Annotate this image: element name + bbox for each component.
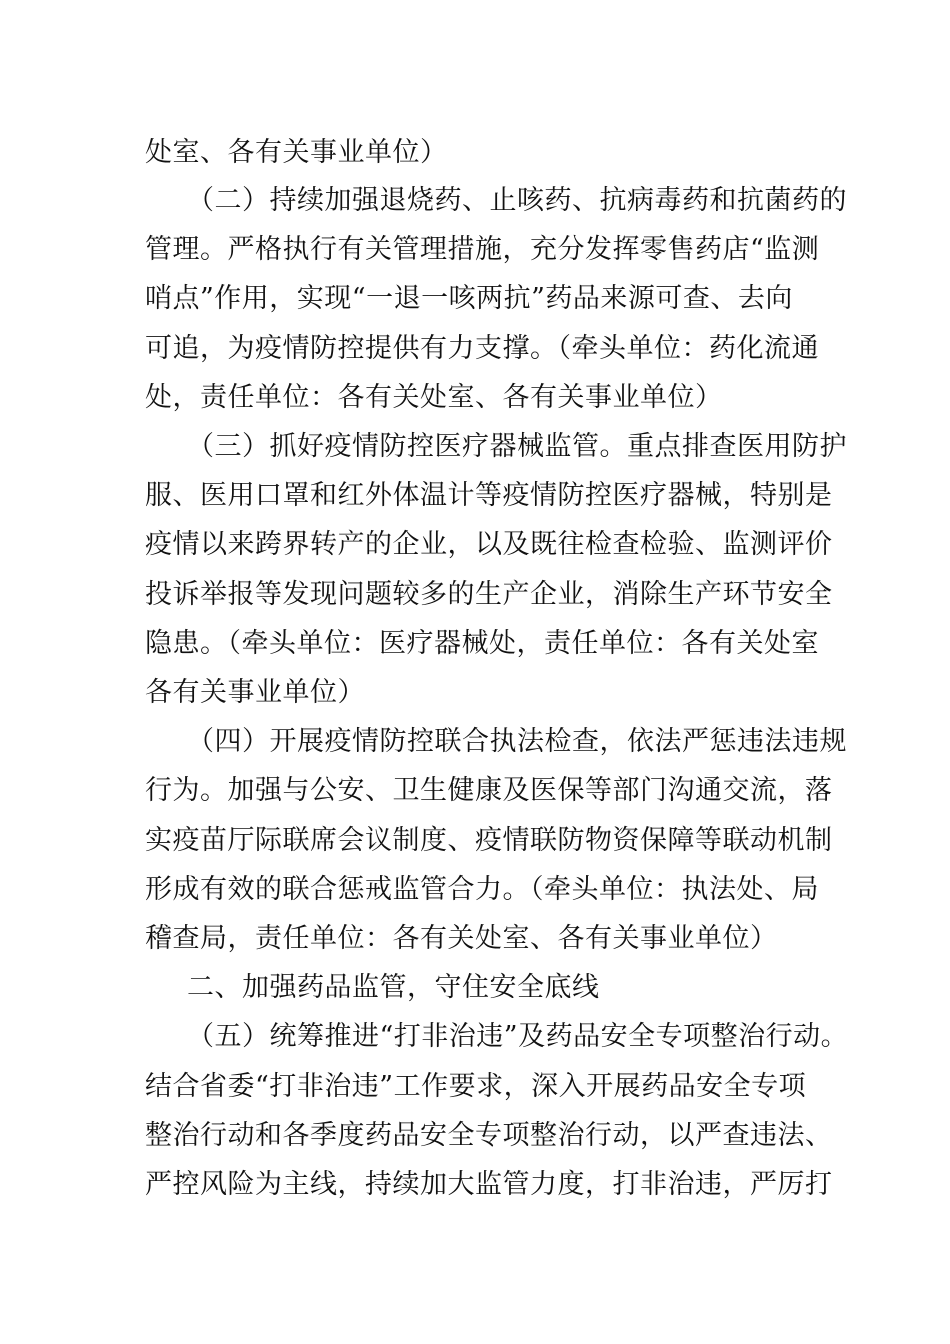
text-line: 严控风险为主线，持续加大监管力度，打非治违，严厉打 <box>145 1169 833 1200</box>
text-line: 实疫苗厅际联席会议制度、疫情联防物资保障等联动机制 <box>145 825 833 856</box>
text-line: 形成有效的联合惩戒监管合力。（牵头单位：执法处、局 <box>145 874 819 905</box>
text-line: 处室、各有关事业单位） <box>145 137 448 168</box>
paragraph-heading-4: （四）开展疫情防控联合执法检查，依法严惩违法违规 <box>187 726 847 757</box>
text-line: 稽查局，责任单位：各有关处室、各有关事业单位） <box>145 923 778 954</box>
paragraph-heading-3: （三）抓好疫情防控医疗器械监管。重点排查医用防护 <box>187 431 847 462</box>
text-line: 行为。加强与公安、卫生健康及医保等部门沟通交流，落 <box>145 775 833 806</box>
text-line: 处，责任单位：各有关处室、各有关事业单位） <box>145 382 723 413</box>
text-line: 投诉举报等发现问题较多的生产企业，消除生产环节安全 <box>145 579 833 610</box>
text-line: 隐患。（牵头单位：医疗器械处，责任单位：各有关处室 <box>145 628 819 659</box>
text-line: 可追，为疫情防控提供有力支撑。（牵头单位：药化流通 <box>145 333 819 364</box>
section-heading: 二、加强药品监管，守住安全底线 <box>187 972 600 1003</box>
paragraph-heading-5: （五）统筹推进“打非治违”及药品安全专项整治行动。 <box>187 1021 849 1052</box>
text-line: 结合省委“打非治违”工作要求，深入开展药品安全专项 <box>145 1071 807 1102</box>
text-line: 哨点”作用，实现“一退一咳两抗”药品来源可查、去向 <box>145 283 793 314</box>
text-line: 管理。严格执行有关管理措施，充分发挥零售药店“监测 <box>145 234 820 265</box>
text-line: 整治行动和各季度药品安全专项整治行动，以严查违法、 <box>145 1120 833 1151</box>
text-line: 疫情以来跨界转产的企业，以及既往检查检验、监测评价 <box>145 529 833 560</box>
paragraph-heading-2: （二）持续加强退烧药、止咳药、抗病毒药和抗菌药的 <box>187 185 847 216</box>
text-line: 各有关事业单位） <box>145 677 365 708</box>
text-line: 服、医用口罩和红外体温计等疫情防控医疗器械，特别是 <box>145 480 833 511</box>
